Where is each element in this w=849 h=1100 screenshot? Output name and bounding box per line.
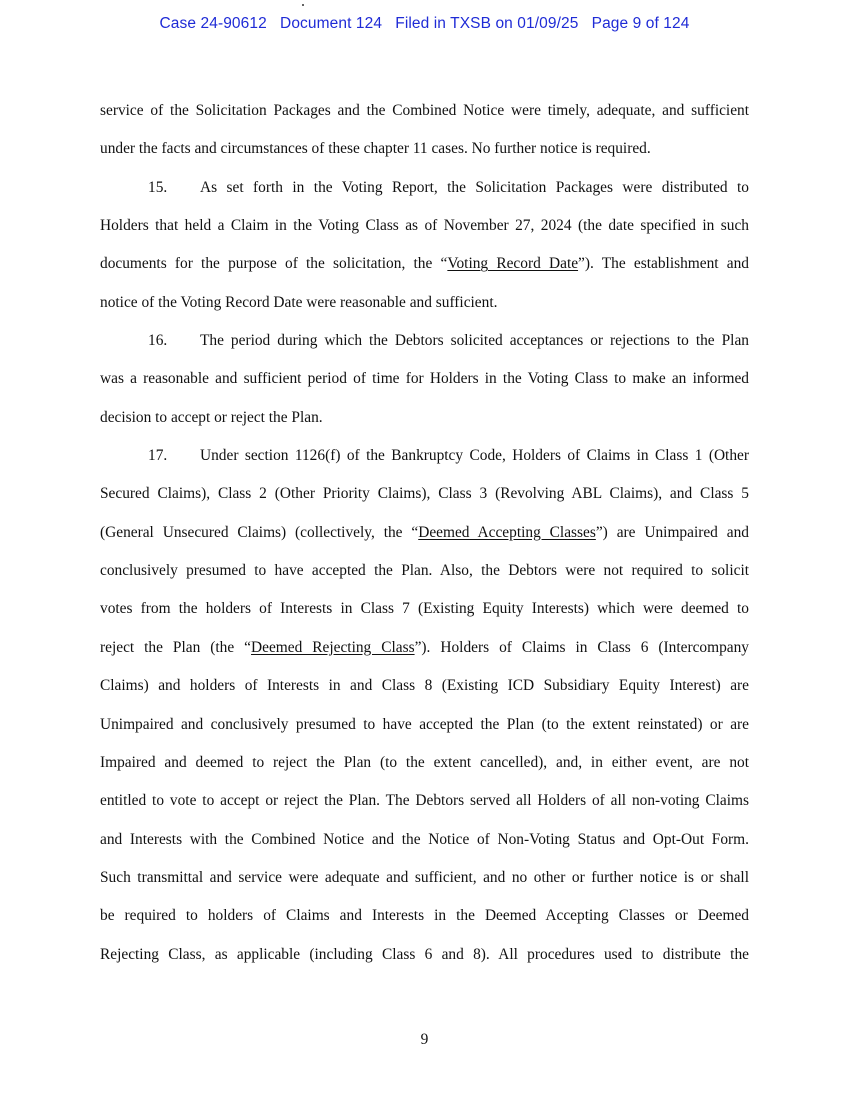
body-text-fragment: Under section 1126(f) of the Bankruptcy Code, Holders of Claims in Class 1 (Other [200, 447, 749, 465]
case-filing-stamp: Case 24-90612 Document 124 Filed in TXSB on 01/09/25 Page 9 of 124 [159, 15, 690, 32]
body-line: Rejecting Class, as applicable (including Class 6 and 8). All procedures used to distribute the [100, 945, 749, 963]
body-line: Secured Claims), Class 2 (Other Priority Claims), Class 3 (Revolving ABL Claims), and Class 5 [100, 485, 749, 503]
defined-term-voting-record-date: Voting Record Date [447, 255, 579, 273]
body-line: conclusively presumed to have accepted the Plan. Also, the Debtors were not required to solicit [100, 562, 749, 580]
body-line-with-defined-term [100, 629, 749, 667]
body-line-with-defined-term [100, 514, 749, 552]
body-line: votes from the holders of Interests in Class 7 (Existing Equity Interests) which were deemed to [100, 600, 749, 618]
body-line: notice of the Voting Record Date were reasonable and sufficient. [100, 293, 498, 311]
body-line: Impaired and deemed to reject the Plan (to the extent cancelled), and, in either event, are not [100, 753, 749, 771]
body-text-fragment: ”). Holders of Claims in Class 6 (Intercompany [414, 638, 749, 656]
body-line-with-defined-term [100, 245, 749, 283]
body-text-fragment: As set forth in the Voting Report, the Solicitation Packages were distributed to [200, 178, 749, 196]
body-line: be required to holders of Claims and Interests in the Deemed Accepting Classes or Deemed [100, 907, 749, 925]
defined-term-deemed-rejecting-class: Deemed Rejecting Class [251, 638, 415, 656]
paragraph-number: 15. [148, 178, 168, 196]
body-text-fragment: documents for the purpose of the solicitation, the “ [100, 255, 448, 273]
body-line: was a reasonable and sufficient period of time for Holders in the Voting Class to make an informed [100, 370, 749, 388]
stray-mark [302, 4, 304, 6]
body-text-fragment: ”) are Unimpaired and [595, 523, 749, 541]
body-line: entitled to vote to accept or reject the Plan. The Debtors served all Holders of all non-voting Claims [100, 792, 749, 810]
paragraph-15-first-line [100, 169, 749, 207]
page-number: 9 [420, 1031, 429, 1048]
body-line: service of the Solicitation Packages and the Combined Notice were timely, adequate, and sufficient [100, 102, 749, 119]
paragraph-number: 17. [148, 447, 168, 465]
paragraph-17-first-line [100, 437, 749, 475]
body-text-fragment: (General Unsecured Claims) (collectively, the “ [100, 523, 419, 541]
body-line: Such transmittal and service were adequate and sufficient, and no other or further notice is or shall [100, 868, 749, 886]
paragraph-16-first-line [100, 322, 749, 360]
defined-term-deemed-accepting-classes: Deemed Accepting Classes [418, 523, 596, 541]
paragraph-number: 16. [148, 332, 168, 350]
body-line: and Interests with the Combined Notice and the Notice of Non-Voting Status and Opt-Out Form. [100, 830, 749, 848]
body-line: Claims) and holders of Interests in and Class 8 (Existing ICD Subsidiary Equity Interest) are [100, 677, 749, 695]
document-body [100, 92, 749, 974]
body-line: under the facts and circumstances of these chapter 11 cases. No further notice is required. [100, 140, 651, 158]
body-text-fragment: ”). The establishment and [578, 255, 749, 273]
body-text-fragment: reject the Plan (the “ [100, 638, 252, 656]
body-line: Unimpaired and conclusively presumed to have accepted the Plan (to the extent reinstated) or are [100, 715, 749, 733]
body-line: decision to accept or reject the Plan. [100, 408, 323, 426]
body-line: Holders that held a Claim in the Voting Class as of November 27, 2024 (the date specified in such [100, 217, 749, 235]
body-text-fragment: The period during which the Debtors solicited acceptances or rejections to the Plan [200, 332, 749, 350]
